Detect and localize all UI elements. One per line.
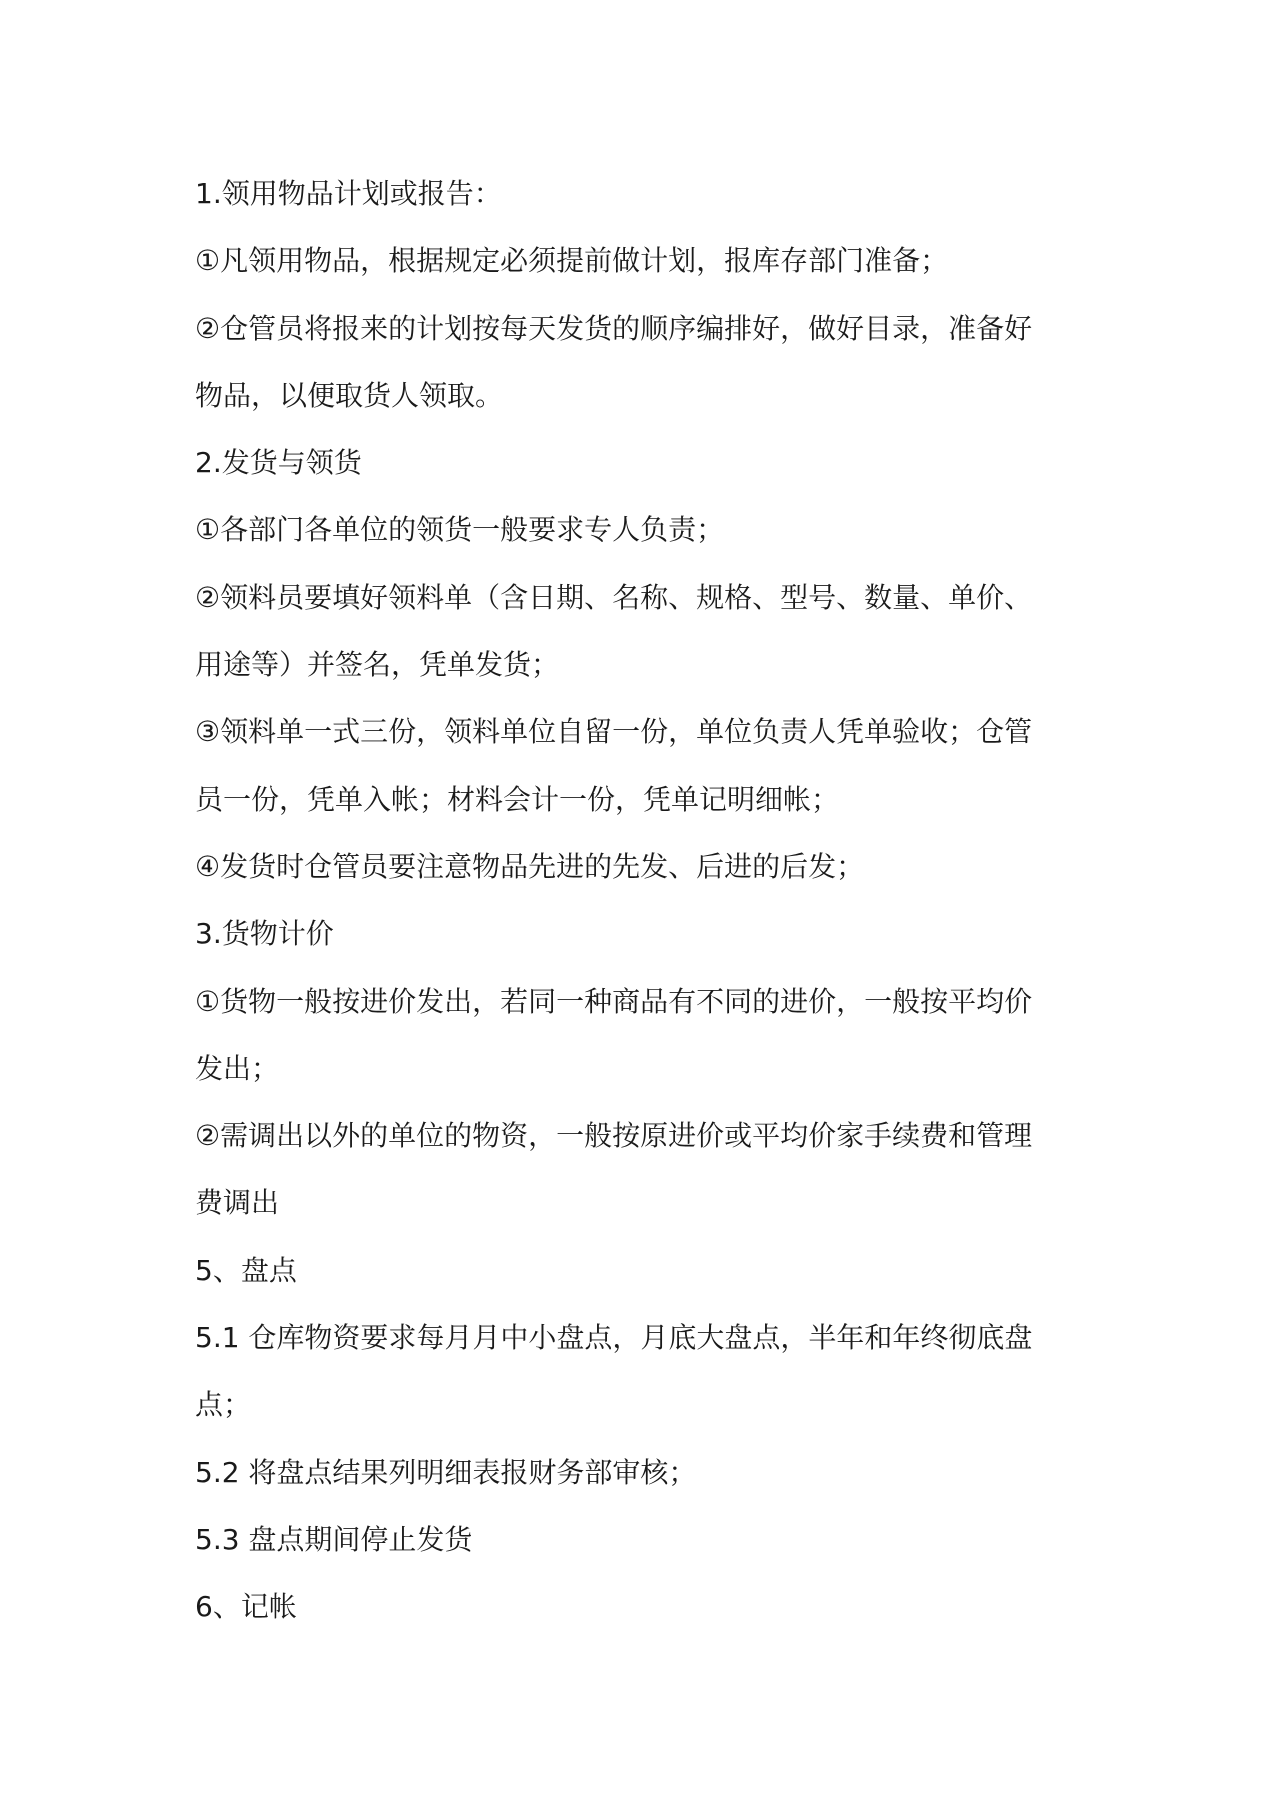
paragraph-line: ①凡领用物品，根据规定必须提前做计划，报库存部门准备；: [195, 244, 949, 278]
paragraph-line: 点；: [195, 1388, 252, 1422]
paragraph-line: 发出；: [195, 1051, 280, 1085]
paragraph-line: 员一份，凭单入帐；材料会计一份，凭单记明细帐；: [195, 782, 840, 816]
paragraph-line: 物品，以便取货人领取。: [195, 378, 504, 412]
paragraph-line: 5.2 将盘点结果列明细表报财务部审核；: [195, 1455, 697, 1489]
document-body: [195, 160, 1095, 1641]
section-heading-pricing: 3.货物计价: [195, 917, 334, 951]
paragraph-line: ③领料单一式三份，领料单位自留一份，单位负责人凭单验收；仓管: [195, 715, 1033, 749]
paragraph-line: 费调出: [195, 1186, 280, 1220]
paragraph-line: ①各部门各单位的领货一般要求专人负责；: [195, 513, 725, 547]
paragraph-line: ②仓管员将报来的计划按每天发货的顺序编排好，做好目录，准备好: [195, 311, 1033, 345]
section-heading-requisition-plan: 1.领用物品计划或报告：: [195, 177, 502, 210]
section-heading-stocktaking: 5、盘点: [195, 1253, 297, 1287]
section-heading-issuing: 2.发货与领货: [195, 446, 362, 480]
paragraph-line: ①货物一般按进价发出，若同一种商品有不同的进价，一般按平均价: [195, 984, 1033, 1018]
paragraph-line: 5.3 盘点期间停止发货: [195, 1522, 473, 1556]
section-heading-bookkeeping: 6、记帐: [195, 1590, 297, 1624]
paragraph-line: 5.1 仓库物资要求每月月中小盘点，月底大盘点，半年和年终彻底盘: [195, 1321, 1033, 1355]
paragraph-line: ④发货时仓管员要注意物品先进的先发、后进的后发；: [195, 849, 865, 883]
paragraph-line: 用途等）并签名，凭单发货；: [195, 648, 560, 682]
paragraph-line: ②领料员要填好领料单（含日期、名称、规格、型号、数量、单价、: [195, 580, 1033, 614]
paragraph-line: ②需调出以外的单位的物资，一般按原进价或平均价家手续费和管理: [195, 1119, 1033, 1153]
